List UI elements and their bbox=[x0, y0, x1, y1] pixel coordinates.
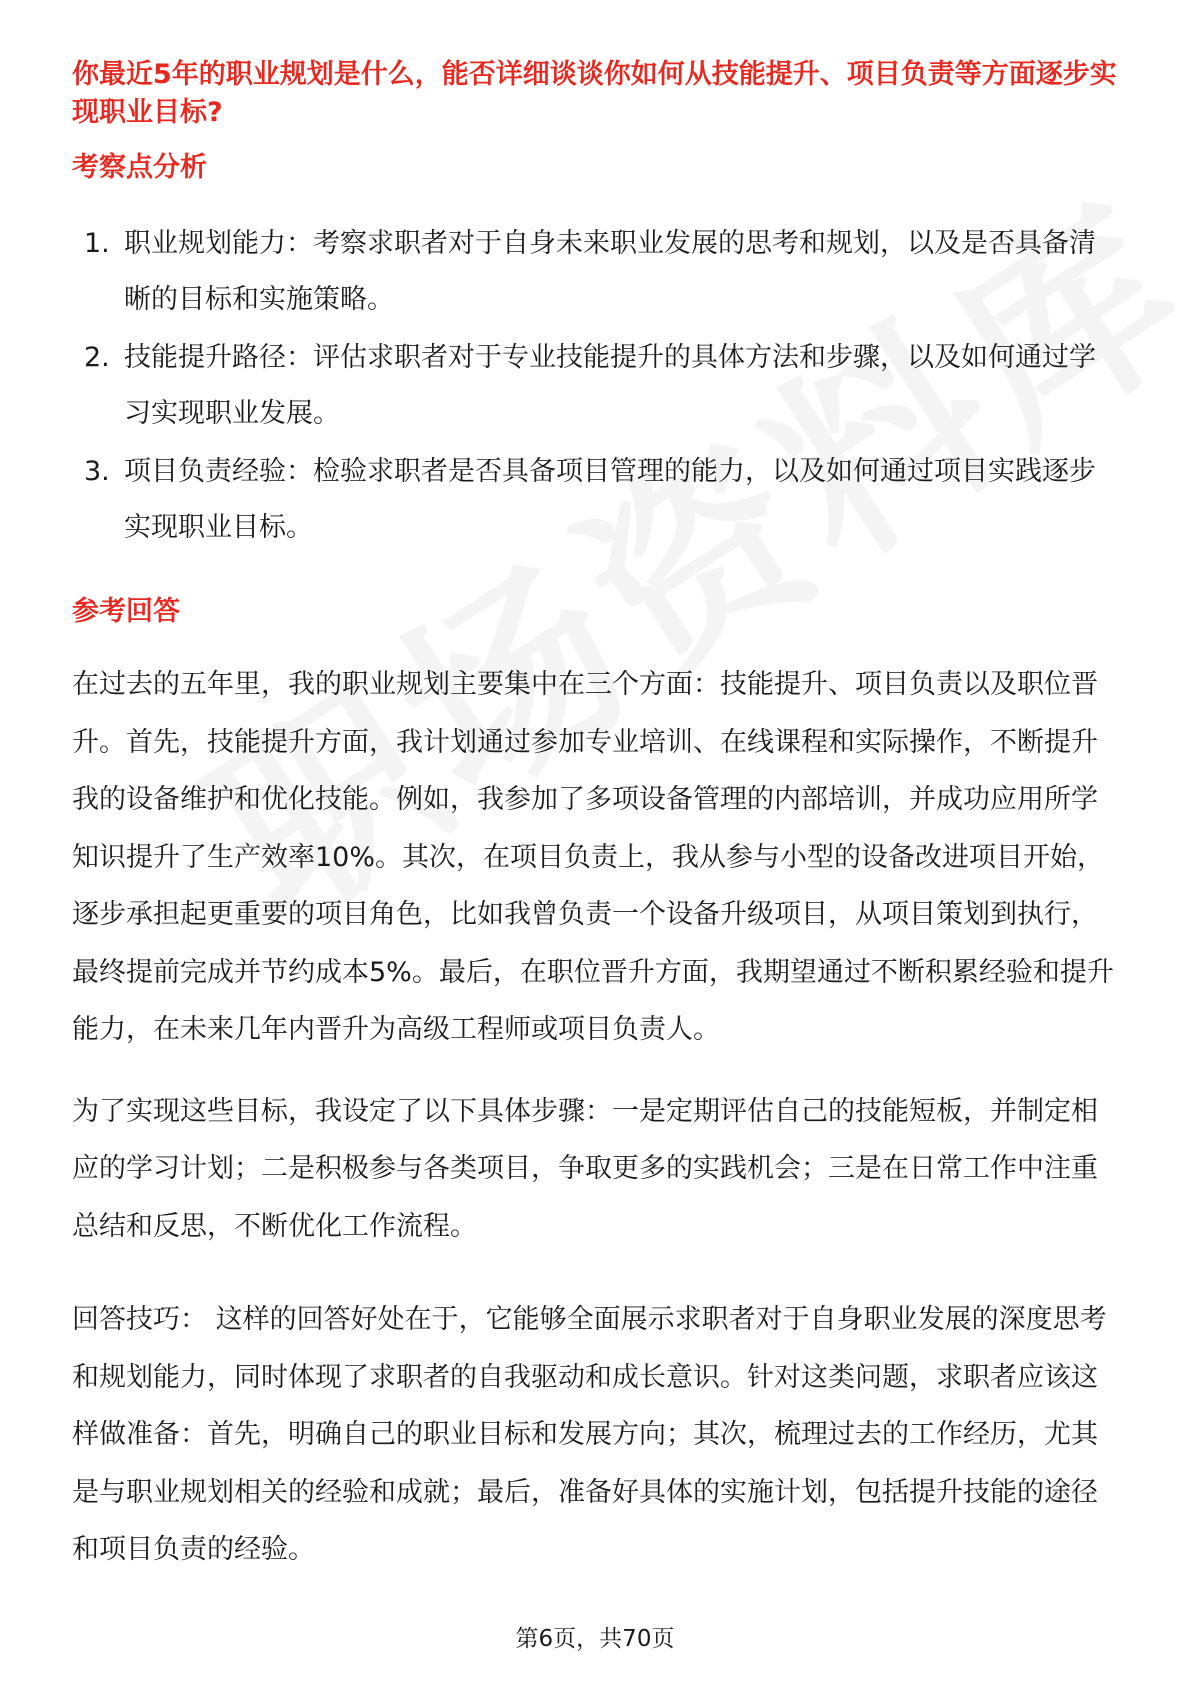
list-item-text: 技能提升路径：评估求职者对于专业技能提升的具体方法和步骤，以及如何通过学习实现职业发展。 bbox=[124, 342, 1096, 429]
list-item bbox=[72, 444, 1122, 556]
analysis-title: 考察点分析 bbox=[72, 152, 207, 183]
list-item bbox=[72, 216, 1122, 328]
list-number: 1. bbox=[84, 228, 110, 259]
analysis-list bbox=[72, 216, 1122, 556]
answer-paragraph: 在过去的五年里，我的职业规划主要集中在三个方面：技能提升、项目负责以及职位晋升。首先，技能提升方面，我计划通过参加专业培训、在线课程和实际操作，不断提升我的设备维护和优化技能。例如，我参加了多项设备管理的内部培训，并成功应用所学知识提升了生产效率10%。其次，在项目负责上，我从参与小型的设备改进项目开始，逐步承担起更重要的项目角色，比如我曾负责一个设备升级项目，从项目策划到执行，最终提前完成并节约成本5%。最后，在职位晋升方面，我期望通过不断积累经验和提升能力，在未来几年内晋升为高级工程师或项目负责人。 bbox=[72, 669, 1114, 1045]
list-item-text: 项目负责经验：检验求职者是否具备项目管理的能力，以及如何通过项目实践逐步实现职业目标。 bbox=[124, 456, 1096, 543]
page-number: 第6页，共70页 bbox=[515, 1626, 675, 1652]
list-item-text: 职业规划能力：考察求职者对于自身未来职业发展的思考和规划，以及是否具备清晰的目标和实施策略。 bbox=[124, 228, 1096, 315]
answer-title: 参考回答 bbox=[72, 596, 180, 627]
tips-paragraph: 回答技巧： 这样的回答好处在于，它能够全面展示求职者对于自身职业发展的深度思考和规划能力，同时体现了求职者的自我驱动和成长意识。针对这类问题，求职者应该这样做准备：首先，明确自己的职业目标和发展方向；其次，梳理过去的工作经历，尤其是与职业规划相关的经验和成就；最后，准备好具体的实施计划，包括提升技能的途径和项目负责的经验。 bbox=[72, 1304, 1107, 1565]
list-item bbox=[72, 330, 1122, 442]
page-content bbox=[72, 56, 1122, 1579]
answer-paragraph: 为了实现这些目标，我设定了以下具体步骤：一是定期评估自己的技能短板，并制定相应的学习计划；二是积极参与各类项目，争取更多的实践机会；三是在日常工作中注重总结和反思，不断优化工作流程。 bbox=[72, 1095, 1098, 1242]
list-number: 3. bbox=[84, 456, 110, 487]
list-number: 2. bbox=[84, 342, 110, 373]
question-heading: 你最近5年的职业规划是什么，能否详细谈谈你如何从技能提升、项目负责等方面逐步实现职业目标? bbox=[72, 59, 1117, 128]
